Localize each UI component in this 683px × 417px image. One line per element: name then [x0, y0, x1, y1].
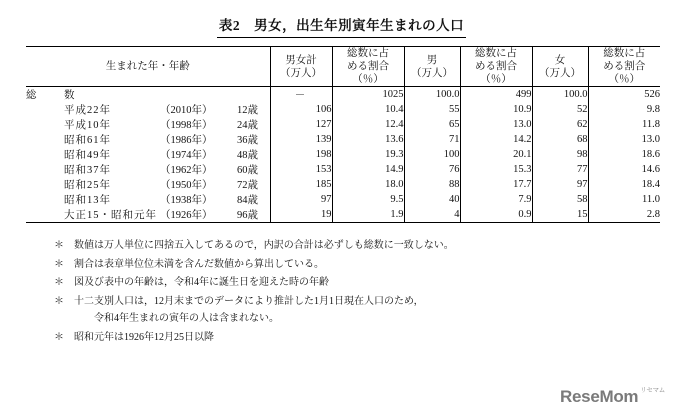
- table-title: [26, 14, 657, 38]
- table-row: [26, 177, 660, 192]
- cell-female: 15: [532, 207, 588, 223]
- cell-share-female: 526: [588, 87, 660, 103]
- footnote-text: 図及び表中の年齢は，令和4年に誕生日を迎えた時の年齢: [74, 277, 329, 289]
- watermark-logo: [560, 387, 665, 407]
- cell-male: 71: [404, 132, 460, 147]
- footnote-line-1: 十二支別人口は，12月末までのデータにより推計した1月1日現在人口のため，: [74, 295, 424, 307]
- cell-total-both: 198: [270, 147, 332, 162]
- cell-female: 52: [532, 102, 588, 117]
- cell-male: 65: [404, 117, 460, 132]
- cell-female: 68: [532, 132, 588, 147]
- row-label: 総 数: [26, 90, 76, 102]
- cell-share-female: 13.0: [588, 132, 660, 147]
- footnotes: [26, 237, 657, 346]
- table-number: 表2: [218, 18, 241, 33]
- cell-share-both: 1025: [332, 87, 404, 103]
- cell-female: 77: [532, 162, 588, 177]
- asterisk-icon: ＊: [54, 277, 64, 289]
- asterisk-icon: ＊: [54, 240, 64, 252]
- table-row: [26, 132, 660, 147]
- cell-share-male: 0.9: [460, 207, 532, 223]
- cell-share-male: 20.1: [460, 147, 532, 162]
- cell-share-both: 9.5: [332, 192, 404, 207]
- asterisk-icon: ＊: [54, 295, 64, 307]
- row-label: 平成10年 （1998年） 24歳: [64, 120, 258, 132]
- footnote-text: 割合は表章単位位未満を含んだ数値から算出している。: [74, 258, 324, 270]
- header-total-both: 男女計 （万人）: [270, 47, 332, 87]
- cell-share-female: 11.0: [588, 192, 660, 207]
- cell-male: 40: [404, 192, 460, 207]
- cell-total-both: －: [270, 87, 332, 103]
- asterisk-icon: ＊: [54, 331, 64, 343]
- cell-share-both: 18.0: [332, 177, 404, 192]
- table-row: [26, 117, 660, 132]
- cell-share-male: 10.9: [460, 102, 532, 117]
- header-male: 男 （万人）: [404, 47, 460, 87]
- footnote-text: [74, 293, 657, 328]
- cell-share-both: 10.4: [332, 102, 404, 117]
- cell-male: 100: [404, 147, 460, 162]
- row-label: 平成22年 （2010年） 12歳: [64, 105, 258, 117]
- cell-share-male: 7.9: [460, 192, 532, 207]
- header-share-male: 総数に占 める割合 （％）: [460, 47, 532, 87]
- cell-total-both: 97: [270, 192, 332, 207]
- cell-female: 97: [532, 177, 588, 192]
- table-row: [26, 102, 660, 117]
- cell-share-both: 13.6: [332, 132, 404, 147]
- table-row: [26, 162, 660, 177]
- table-row: [26, 192, 660, 207]
- footnote-item: [54, 329, 657, 347]
- cell-total-both: 153: [270, 162, 332, 177]
- header-female: 女 （万人）: [532, 47, 588, 87]
- row-label: 昭和61年 （1986年） 36歳: [64, 135, 258, 147]
- header-share-both: 総数に占 める割合 （％）: [332, 47, 404, 87]
- table-row: [26, 147, 660, 162]
- table-row: [26, 87, 660, 103]
- footnote-item: [54, 237, 657, 255]
- cell-share-male: 15.3: [460, 162, 532, 177]
- cell-share-female: 2.8: [588, 207, 660, 223]
- cell-share-both: 1.9: [332, 207, 404, 223]
- cell-share-both: 12.4: [332, 117, 404, 132]
- footnote-item: [54, 256, 657, 274]
- cell-total-both: 19: [270, 207, 332, 223]
- row-label: 昭和25年 （1950年） 72歳: [64, 180, 258, 192]
- table-title-text: 男女，出生年別寅年生まれの人口: [254, 18, 465, 33]
- footnote-text: 数値は万人単位に四捨五入してあるので，内訳の合計は必ずしも総数に一致しない。: [74, 240, 454, 252]
- cell-share-female: 18.6: [588, 147, 660, 162]
- footnote-item: [54, 274, 657, 292]
- table-row: [26, 207, 660, 223]
- cell-share-female: 9.8: [588, 102, 660, 117]
- cell-male: 4: [404, 207, 460, 223]
- cell-share-female: 14.6: [588, 162, 660, 177]
- cell-share-female: 18.4: [588, 177, 660, 192]
- cell-total-both: 106: [270, 102, 332, 117]
- footnote-text: 昭和元年は1926年12月25日以降: [74, 331, 214, 343]
- cell-total-both: 185: [270, 177, 332, 192]
- cell-male: 88: [404, 177, 460, 192]
- footnote-item: [54, 293, 657, 328]
- watermark-sub: リセマム: [640, 387, 665, 394]
- cell-male: 55: [404, 102, 460, 117]
- cell-share-male: 13.0: [460, 117, 532, 132]
- asterisk-icon: ＊: [54, 258, 64, 270]
- row-label: 昭和49年 （1974年） 48歳: [64, 150, 258, 162]
- cell-share-male: 14.2: [460, 132, 532, 147]
- cell-share-both: 19.3: [332, 147, 404, 162]
- table-header-row: [26, 47, 660, 87]
- cell-female: 100.0: [532, 87, 588, 103]
- cell-total-both: 127: [270, 117, 332, 132]
- header-birth-year-age: 生まれた年・年齢: [26, 47, 270, 87]
- header-share-female: 総数に占 める割合 （％）: [588, 47, 660, 87]
- row-label: 昭和37年 （1962年） 60歳: [64, 165, 258, 177]
- footnote-line-2: 令和4年生まれの寅年の人は含まれない。: [94, 313, 279, 325]
- cell-total-both: 139: [270, 132, 332, 147]
- cell-share-male: 499: [460, 87, 532, 103]
- row-label: 昭和13年 （1938年） 84歳: [64, 195, 258, 207]
- cell-female: 62: [532, 117, 588, 132]
- row-label: 大正15・昭和元年 （1926年） 96歳: [64, 210, 258, 222]
- cell-male: 76: [404, 162, 460, 177]
- watermark-name: ReseMom: [560, 387, 639, 406]
- cell-female: 58: [532, 192, 588, 207]
- cell-share-both: 14.9: [332, 162, 404, 177]
- cell-share-male: 17.7: [460, 177, 532, 192]
- cell-female: 98: [532, 147, 588, 162]
- cell-share-female: 11.8: [588, 117, 660, 132]
- population-table: [26, 46, 660, 223]
- cell-male: 100.0: [404, 87, 460, 103]
